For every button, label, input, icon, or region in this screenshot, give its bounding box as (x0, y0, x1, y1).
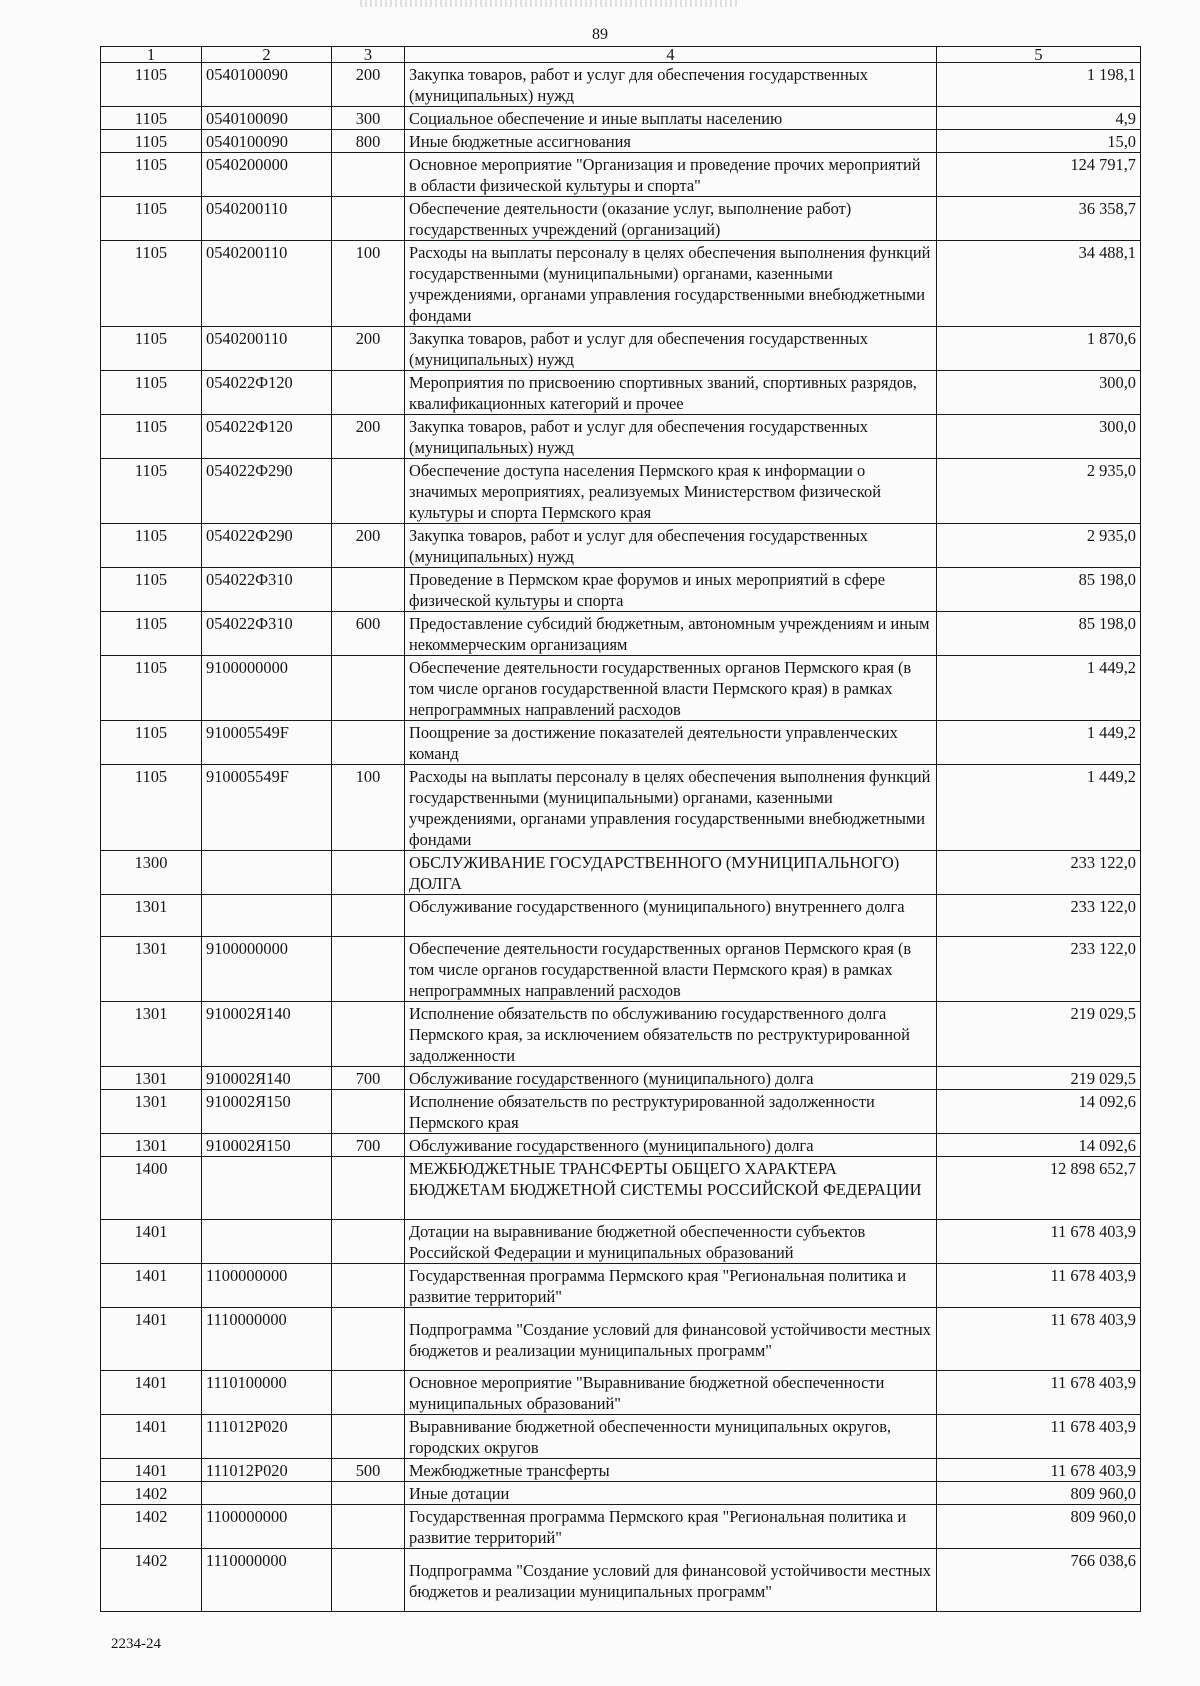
target-article-cell: 910002Я140 (202, 1067, 332, 1090)
description-cell: Расходы на выплаты персоналу в целях обеспечения выполнения функций государственными (муниципальными) органами, казенными учреждениями, органами управления государственными внебюджетными фондами (405, 241, 937, 327)
description-cell: Мероприятия по присвоению спортивных званий, спортивных разрядов, квалификационных категорий и прочее (405, 371, 937, 415)
table-row (101, 1482, 1141, 1505)
table-row (101, 327, 1141, 371)
description-cell: Проведение в Пермском крае форумов и иных мероприятий в сфере физической культуры и спорта (405, 568, 937, 612)
table-row (101, 1308, 1141, 1371)
expense-type-cell: 500 (332, 1459, 405, 1482)
amount-cell: 1 198,1 (937, 63, 1141, 107)
amount-cell: 14 092,6 (937, 1134, 1141, 1157)
budget-table (100, 46, 1141, 1612)
expense-type-cell (332, 1482, 405, 1505)
description-cell: Иные дотации (405, 1482, 937, 1505)
amount-cell: 124 791,7 (937, 153, 1141, 197)
table-row (101, 130, 1141, 153)
expense-type-cell: 700 (332, 1134, 405, 1157)
description-cell: Обеспечение доступа населения Пермского края к информации о значимых мероприятиях, реализуемых Министерством физической культуры и спорта Пермского края (405, 459, 937, 524)
section-code-cell: 1105 (101, 656, 202, 721)
amount-cell: 15,0 (937, 130, 1141, 153)
amount-cell: 11 678 403,9 (937, 1459, 1141, 1482)
expense-type-cell (332, 459, 405, 524)
description-cell: Обслуживание государственного (муниципального) внутреннего долга (405, 895, 937, 937)
table-row (101, 197, 1141, 241)
table-row (101, 937, 1141, 1002)
target-article-cell: 1100000000 (202, 1505, 332, 1549)
description-cell: Иные бюджетные ассигнования (405, 130, 937, 153)
expense-type-cell (332, 1220, 405, 1264)
table-body (101, 63, 1141, 1612)
table-row (101, 568, 1141, 612)
target-article-cell: 054022Ф290 (202, 459, 332, 524)
section-code-cell: 1105 (101, 241, 202, 327)
target-article-cell: 054022Ф310 (202, 568, 332, 612)
target-article-cell (202, 895, 332, 937)
table-row (101, 1067, 1141, 1090)
description-cell: Обеспечение деятельности (оказание услуг, выполнение работ) государственных учреждений (организаций) (405, 197, 937, 241)
section-code-cell: 1105 (101, 524, 202, 568)
amount-cell: 219 029,5 (937, 1067, 1141, 1090)
target-article-cell (202, 1220, 332, 1264)
section-code-cell: 1301 (101, 1002, 202, 1067)
expense-type-cell (332, 721, 405, 765)
expense-type-cell (332, 656, 405, 721)
expense-type-cell: 200 (332, 524, 405, 568)
description-cell: Обеспечение деятельности государственных органов Пермского края (в том числе органов государственной власти Пермского края) в рамках непрограммных направлений расходов (405, 656, 937, 721)
table-row (101, 895, 1141, 937)
table-row (101, 1157, 1141, 1220)
description-cell: Закупка товаров, работ и услуг для обеспечения государственных (муниципальных) нужд (405, 524, 937, 568)
description-cell: Основное мероприятие "Организация и проведение прочих мероприятий в области физической культуры и спорта" (405, 153, 937, 197)
expense-type-cell (332, 1090, 405, 1134)
section-code-cell: 1401 (101, 1264, 202, 1308)
description-cell: Поощрение за достижение показателей деятельности управленческих команд (405, 721, 937, 765)
description-cell: ОБСЛУЖИВАНИЕ ГОСУДАРСТВЕННОГО (МУНИЦИПАЛЬНОГО) ДОЛГА (405, 851, 937, 895)
amount-cell: 11 678 403,9 (937, 1264, 1141, 1308)
section-code-cell: 1105 (101, 327, 202, 371)
section-code-cell: 1401 (101, 1415, 202, 1459)
section-code-cell: 1300 (101, 851, 202, 895)
target-article-cell (202, 1157, 332, 1220)
section-code-cell: 1105 (101, 130, 202, 153)
description-cell: Подпрограмма "Создание условий для финансовой устойчивости местных бюджетов и реализации муниципальных программ" (405, 1549, 937, 1612)
target-article-cell: 054022Ф290 (202, 524, 332, 568)
table-row (101, 415, 1141, 459)
header-col-2: 2 (202, 47, 332, 63)
target-article-cell: 9100000000 (202, 656, 332, 721)
amount-cell: 1 870,6 (937, 327, 1141, 371)
expense-type-cell (332, 1549, 405, 1612)
target-article-cell: 0540100090 (202, 63, 332, 107)
amount-cell: 233 122,0 (937, 937, 1141, 1002)
expense-type-cell: 100 (332, 765, 405, 851)
expense-type-cell (332, 1002, 405, 1067)
section-code-cell: 1105 (101, 568, 202, 612)
description-cell: Обслуживание государственного (муниципального) долга (405, 1134, 937, 1157)
expense-type-cell (332, 1157, 405, 1220)
description-cell: Расходы на выплаты персоналу в целях обеспечения выполнения функций государственными (муниципальными) органами, казенными учреждениями, органами управления государственными внебюджетными фондами (405, 765, 937, 851)
table-row (101, 107, 1141, 130)
table-row (101, 524, 1141, 568)
target-article-cell: 9100000000 (202, 937, 332, 1002)
section-code-cell: 1105 (101, 63, 202, 107)
section-code-cell: 1105 (101, 153, 202, 197)
section-code-cell: 1402 (101, 1549, 202, 1612)
header-row (101, 47, 1141, 63)
table-row (101, 459, 1141, 524)
amount-cell: 2 935,0 (937, 459, 1141, 524)
table-row (101, 1505, 1141, 1549)
section-code-cell: 1301 (101, 895, 202, 937)
page-number: 89 (592, 26, 608, 43)
target-article-cell: 1100000000 (202, 1264, 332, 1308)
header-col-3: 3 (332, 47, 405, 63)
amount-cell: 11 678 403,9 (937, 1415, 1141, 1459)
description-cell: Государственная программа Пермского края "Региональная политика и развитие территорий" (405, 1505, 937, 1549)
amount-cell: 1 449,2 (937, 721, 1141, 765)
amount-cell: 1 449,2 (937, 765, 1141, 851)
scan-artifact (360, 0, 740, 7)
description-cell: Обеспечение деятельности государственных органов Пермского края (в том числе органов государственной власти Пермского края) в рамках непрограммных направлений расходов (405, 937, 937, 1002)
document-code: 2234-24 (111, 1636, 161, 1652)
table-row (101, 1371, 1141, 1415)
expense-type-cell (332, 371, 405, 415)
description-cell: Исполнение обязательств по реструктурированной задолженности Пермского края (405, 1090, 937, 1134)
table-row (101, 371, 1141, 415)
target-article-cell: 910005549F (202, 765, 332, 851)
table-row (101, 851, 1141, 895)
description-cell: Социальное обеспечение и иные выплаты населению (405, 107, 937, 130)
header-col-4: 4 (405, 47, 937, 63)
table-row (101, 1002, 1141, 1067)
table-row (101, 1090, 1141, 1134)
amount-cell: 1 449,2 (937, 656, 1141, 721)
target-article-cell: 111012Р020 (202, 1459, 332, 1482)
section-code-cell: 1105 (101, 107, 202, 130)
target-article-cell: 0540100090 (202, 130, 332, 153)
target-article-cell: 910002Я140 (202, 1002, 332, 1067)
target-article-cell: 0540100090 (202, 107, 332, 130)
section-code-cell: 1301 (101, 937, 202, 1002)
section-code-cell: 1105 (101, 765, 202, 851)
target-article-cell: 054022Ф120 (202, 415, 332, 459)
target-article-cell: 0540200110 (202, 241, 332, 327)
table-row (101, 765, 1141, 851)
expense-type-cell (332, 568, 405, 612)
target-article-cell: 910002Я150 (202, 1090, 332, 1134)
expense-type-cell (332, 1371, 405, 1415)
table-row (101, 721, 1141, 765)
expense-type-cell (332, 937, 405, 1002)
target-article-cell (202, 851, 332, 895)
description-cell: Основное мероприятие "Выравнивание бюджетной обеспеченности муниципальных образований" (405, 1371, 937, 1415)
description-cell: Закупка товаров, работ и услуг для обеспечения государственных (муниципальных) нужд (405, 415, 937, 459)
expense-type-cell (332, 1308, 405, 1371)
target-article-cell: 054022Ф120 (202, 371, 332, 415)
expense-type-cell: 700 (332, 1067, 405, 1090)
target-article-cell: 1110100000 (202, 1371, 332, 1415)
description-cell: Исполнение обязательств по обслуживанию государственного долга Пермского края, за исключением обязательств по реструктурированной задолженности (405, 1002, 937, 1067)
section-code-cell: 1301 (101, 1134, 202, 1157)
target-article-cell: 1110000000 (202, 1308, 332, 1371)
description-cell: МЕЖБЮДЖЕТНЫЕ ТРАНСФЕРТЫ ОБЩЕГО ХАРАКТЕРА БЮДЖЕТАМ БЮДЖЕТНОЙ СИСТЕМЫ РОССИЙСКОЙ ФЕДЕРАЦИИ (405, 1157, 937, 1220)
description-cell: Выравнивание бюджетной обеспеченности муниципальных округов, городских округов (405, 1415, 937, 1459)
section-code-cell: 1105 (101, 371, 202, 415)
section-code-cell: 1402 (101, 1482, 202, 1505)
expense-type-cell (332, 1415, 405, 1459)
expense-type-cell: 200 (332, 63, 405, 107)
description-cell: Обслуживание государственного (муниципального) долга (405, 1067, 937, 1090)
expense-type-cell: 200 (332, 327, 405, 371)
table-row (101, 241, 1141, 327)
target-article-cell: 054022Ф310 (202, 612, 332, 656)
table-row (101, 656, 1141, 721)
target-article-cell: 1110000000 (202, 1549, 332, 1612)
amount-cell: 34 488,1 (937, 241, 1141, 327)
expense-type-cell (332, 851, 405, 895)
expense-type-cell (332, 1264, 405, 1308)
target-article-cell: 910002Я150 (202, 1134, 332, 1157)
section-code-cell: 1401 (101, 1371, 202, 1415)
header-col-5: 5 (937, 47, 1141, 63)
expense-type-cell (332, 153, 405, 197)
header-col-1: 1 (101, 47, 202, 63)
section-code-cell: 1401 (101, 1220, 202, 1264)
table-row (101, 612, 1141, 656)
expense-type-cell: 600 (332, 612, 405, 656)
description-cell: Подпрограмма "Создание условий для финансовой устойчивости местных бюджетов и реализации муниципальных программ" (405, 1308, 937, 1371)
table-row (101, 153, 1141, 197)
amount-cell: 809 960,0 (937, 1482, 1141, 1505)
expense-type-cell (332, 895, 405, 937)
expense-type-cell (332, 197, 405, 241)
section-code-cell: 1105 (101, 459, 202, 524)
description-cell: Дотации на выравнивание бюджетной обеспеченности субъектов Российской Федерации и муниципальных образований (405, 1220, 937, 1264)
section-code-cell: 1301 (101, 1090, 202, 1134)
table-row (101, 1264, 1141, 1308)
expense-type-cell: 300 (332, 107, 405, 130)
amount-cell: 11 678 403,9 (937, 1308, 1141, 1371)
amount-cell: 12 898 652,7 (937, 1157, 1141, 1220)
section-code-cell: 1401 (101, 1308, 202, 1371)
table-row (101, 1220, 1141, 1264)
section-code-cell: 1400 (101, 1157, 202, 1220)
amount-cell: 4,9 (937, 107, 1141, 130)
target-article-cell: 0540200000 (202, 153, 332, 197)
amount-cell: 14 092,6 (937, 1090, 1141, 1134)
amount-cell: 11 678 403,9 (937, 1220, 1141, 1264)
table-row (101, 63, 1141, 107)
target-article-cell (202, 1482, 332, 1505)
amount-cell: 233 122,0 (937, 851, 1141, 895)
description-cell: Государственная программа Пермского края "Региональная политика и развитие территорий" (405, 1264, 937, 1308)
amount-cell: 2 935,0 (937, 524, 1141, 568)
section-code-cell: 1402 (101, 1505, 202, 1549)
amount-cell: 809 960,0 (937, 1505, 1141, 1549)
table-row (101, 1459, 1141, 1482)
description-cell: Закупка товаров, работ и услуг для обеспечения государственных (муниципальных) нужд (405, 63, 937, 107)
section-code-cell: 1105 (101, 721, 202, 765)
expense-type-cell (332, 1505, 405, 1549)
expense-type-cell: 800 (332, 130, 405, 153)
description-cell: Предоставление субсидий бюджетным, автономным учреждениям и иным некоммерческим организациям (405, 612, 937, 656)
amount-cell: 300,0 (937, 371, 1141, 415)
section-code-cell: 1105 (101, 612, 202, 656)
amount-cell: 36 358,7 (937, 197, 1141, 241)
description-cell: Межбюджетные трансферты (405, 1459, 937, 1482)
amount-cell: 766 038,6 (937, 1549, 1141, 1612)
amount-cell: 11 678 403,9 (937, 1371, 1141, 1415)
description-cell: Закупка товаров, работ и услуг для обеспечения государственных (муниципальных) нужд (405, 327, 937, 371)
amount-cell: 233 122,0 (937, 895, 1141, 937)
expense-type-cell: 200 (332, 415, 405, 459)
target-article-cell: 111012Р020 (202, 1415, 332, 1459)
table-row (101, 1549, 1141, 1612)
amount-cell: 85 198,0 (937, 612, 1141, 656)
table-row (101, 1415, 1141, 1459)
section-code-cell: 1105 (101, 415, 202, 459)
section-code-cell: 1301 (101, 1067, 202, 1090)
target-article-cell: 0540200110 (202, 327, 332, 371)
amount-cell: 219 029,5 (937, 1002, 1141, 1067)
table-row (101, 1134, 1141, 1157)
target-article-cell: 910005549F (202, 721, 332, 765)
expense-type-cell: 100 (332, 241, 405, 327)
amount-cell: 85 198,0 (937, 568, 1141, 612)
section-code-cell: 1105 (101, 197, 202, 241)
section-code-cell: 1401 (101, 1459, 202, 1482)
target-article-cell: 0540200110 (202, 197, 332, 241)
amount-cell: 300,0 (937, 415, 1141, 459)
